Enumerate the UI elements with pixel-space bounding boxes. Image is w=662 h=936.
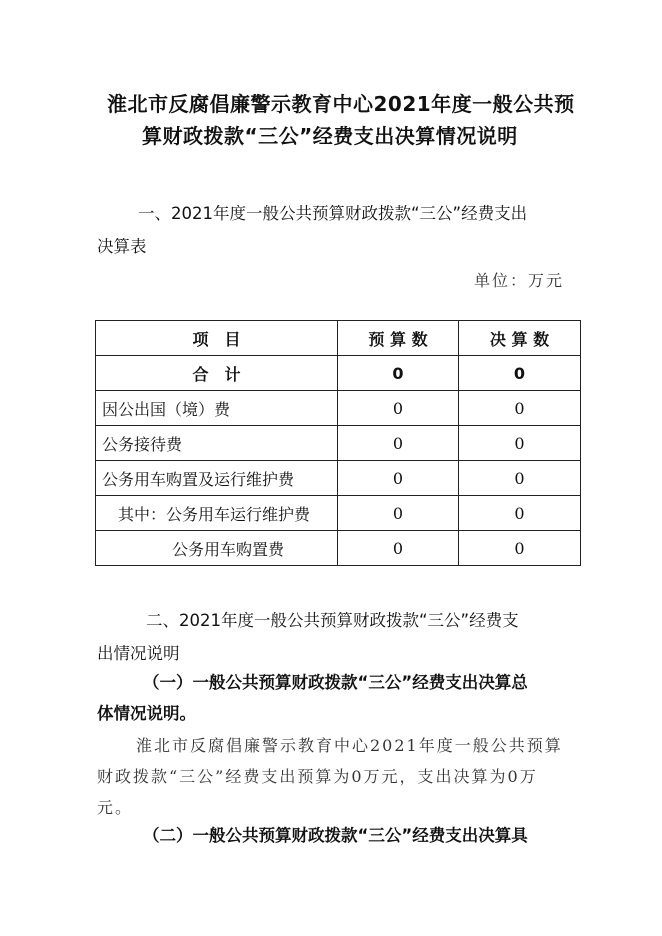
table-row: [96, 461, 581, 496]
row-label: 公务用车购置费: [96, 531, 338, 566]
section1-heading-line1: 一、2021年度一般公共预算财政拨款“三公”经费支出: [138, 204, 528, 223]
row-label: 因公出国（境）费: [96, 391, 338, 426]
header-item: 项 目: [96, 321, 338, 356]
subsection1-heading-line2: 体情况说明。: [97, 704, 196, 723]
table-row: [96, 426, 581, 461]
header-budget: 预 算 数: [338, 321, 459, 356]
section2-heading-line2: 出情况说明: [97, 644, 180, 663]
row-label: 公务接待费: [96, 426, 338, 461]
row-actual: 0: [459, 531, 581, 566]
subsection1-heading-line1: （一）一般公共预算财政拨款“三公”经费支出决算总: [143, 673, 528, 692]
paragraph1-line3: 元。: [97, 798, 134, 817]
section1-heading-line2: 决算表: [97, 237, 147, 256]
row-budget: 0: [338, 531, 459, 566]
doc-title-line2: 算财政拨款“三公”经费支出决算情况说明: [142, 124, 518, 148]
doc-title-line1: 淮北市反腐倡廉警示教育中心2021年度一般公共预: [107, 92, 575, 116]
header-actual: 决 算 数: [459, 321, 581, 356]
unit-label: 单位：万元: [474, 271, 565, 290]
row-label: 公务用车购置及运行维护费: [96, 461, 338, 496]
total-label: 合 计: [96, 356, 338, 391]
paragraph1-line2: 财政拨款“三公”经费支出预算为0万元，支出决算为0万: [97, 767, 538, 786]
table-header-row: [96, 321, 581, 356]
row-actual: 0: [459, 496, 581, 531]
row-actual: 0: [459, 426, 581, 461]
total-budget: 0: [338, 356, 459, 391]
subsection2-heading-line1: （二）一般公共预算财政拨款“三公”经费支出决算具: [143, 826, 528, 845]
paragraph1-line1: 淮北市反腐倡廉警示教育中心2021年度一般公共预算: [136, 736, 563, 755]
row-label: 其中：公务用车运行维护费: [96, 496, 338, 531]
table-row: [96, 531, 581, 566]
row-actual: 0: [459, 461, 581, 496]
row-actual: 0: [459, 391, 581, 426]
table-row: [96, 391, 581, 426]
three-public-expense-table: [95, 320, 581, 566]
row-budget: 0: [338, 426, 459, 461]
section2-heading-line1: 二、2021年度一般公共预算财政拨款“三公”经费支: [146, 611, 519, 630]
total-actual: 0: [459, 356, 581, 391]
row-budget: 0: [338, 496, 459, 531]
row-budget: 0: [338, 391, 459, 426]
row-budget: 0: [338, 461, 459, 496]
table-row: [96, 496, 581, 531]
table-total-row: [96, 356, 581, 391]
